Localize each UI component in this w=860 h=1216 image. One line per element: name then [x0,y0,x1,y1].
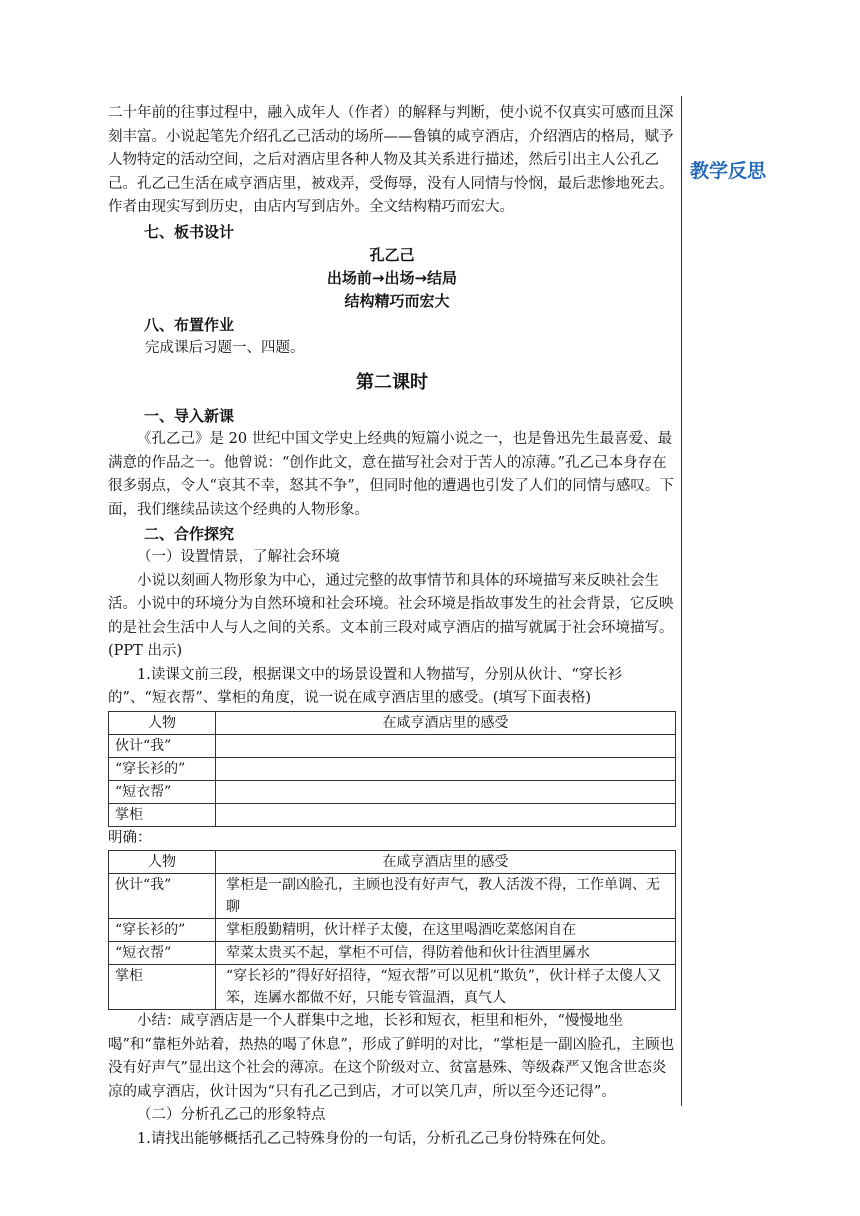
homework-text: 完成课后习题一、四题。 [145,339,305,356]
table-cell-role: 掌柜 [109,965,216,1010]
table-cell-feeling [216,757,676,780]
table-row [109,874,676,919]
table-row [109,803,676,826]
table-header-row [109,851,676,874]
table-cell-role: 伙计“我” [109,734,216,757]
board-line-title: 孔乙己 [369,245,415,264]
table-cell-feeling [216,803,676,826]
table-header-cell: 人物 [109,711,216,734]
table-row [109,757,676,780]
feelings-table-answers [108,850,676,1010]
table-cell-role: “短衣帮” [109,780,216,803]
board-line-structure: 出场前→出场→结局 [326,268,458,287]
table-row [109,919,676,942]
table-cell-feeling: 荤菜太贵买不起，掌柜不可信，得防着他和伙计往酒里羼水 [216,942,676,965]
table-cell-feeling [216,780,676,803]
lesson2-title: 第二课时 [356,372,428,393]
table-cell-role: “短衣帮” [109,942,216,965]
table-cell-feeling: 掌柜殷勤精明，伙计样子太傻，在这里喝酒吃菜悠闲自在 [216,919,676,942]
feelings-table-blank [108,711,676,827]
margin-divider-line [681,96,682,1106]
table-cell-feeling: “穿长衫的”得好好招待，“短衣帮”可以见机“欺负”，伙计样子太傻人又笨，连羼水都做不好，只能专管温酒，真气人 [216,965,676,1010]
table-row [109,942,676,965]
table-header-cell: 在咸亨酒店里的感受 [216,711,676,734]
table-row [109,734,676,757]
part2-subheading-1: （一）设置情景，了解社会环境 [137,549,340,565]
part2-sub1-text: 小说以刻画人物形象为中心，通过完整的故事情节和具体的环境描写来反映社会生活。小说中的环境分为自然环境和社会环境。社会环境是指故事发生的社会背景，它反映的是社会生活中人与人之间的关系。文本前三段对咸亨酒店的描写就属于社会环境描写。(PPT 出示) [108,572,674,659]
table-cell-role: “穿长衫的” [109,757,216,780]
section8-heading: 八、布置作业 [144,315,235,334]
intro-paragraph: 二十年前的往事过程中，融入成年人（作者）的解释与判断，使小说不仅真实可感而且深刻丰富。小说起笔先介绍孔乙己活动的场所——鲁镇的咸亨酒店，介绍酒店的格局，赋予人物特定的活动空间，之后对酒店里各种人物及其关系进行描述，然后引出主人公孔乙己。孔乙己生活在咸亨酒店里，被戏弄，受侮辱，没有人同情与怜悯，最后悲惨地死去。作者由现实写到历史，由店内写到店外。全文结构精巧而宏大。 [108,105,674,215]
lesson-plan-body [108,102,676,1151]
summary-paragraph: 小结：咸亨酒店是一个人群集中之地，长衫和短衣，柜里和柜外，“慢慢地坐喝”和“靠柜外站着，热热的喝了休息”，形成了鲜明的对比，“掌柜是一副凶脸孔，主顾也没有好声气”显出这个社会的薄凉。在这个阶级对立、贫富悬殊、等级森严又饱含世态炎凉的咸亨酒店，伙计因为“只有孔乙己到店，才可以笑几声，所以至今还记得”。 [108,1013,675,1100]
table-cell-role: 伙计“我” [109,874,216,919]
part1-text: 《孔乙己》是 20 世纪中国文学史上经典的短篇小说之一，也是鲁迅先生最喜爱、最满意的作品之一。他曾说：“创作此文，意在描写社会对于苦人的凉薄。”孔乙己本身存在很多弱点，令人“哀其不幸，怒其不争”，但同时他的遭遇也引发了人们的同情与感叹。下面，我们继续品读这个经典的人物形象。 [108,431,674,518]
question-1: 1.读课文前三段，根据课文中的场景设置和人物描写，分别从伙计、“穿长衫的”、“短衣帮”、掌柜的角度，说一说在咸亨酒店里的感受。(填写下面表格) [108,666,623,706]
question-2: 1.请找出能够概括孔乙己特殊身份的一句话，分析孔乙己身份特殊在何处。 [137,1130,615,1147]
table-header-cell: 在咸亨酒店里的感受 [216,851,676,874]
table-cell-feeling: 掌柜是一副凶脸孔，主顾也没有好声气，教人活泼不得，工作单调、无聊 [216,874,676,919]
table-cell-feeling [216,734,676,757]
clarify-label: 明确： [108,829,152,846]
reflection-column-title: 教学反思 [690,160,767,182]
table-row [109,780,676,803]
part2-heading: 二、合作探究 [144,525,235,543]
table-header-cell: 人物 [109,851,216,874]
table-cell-role: 掌柜 [109,803,216,826]
section7-heading: 七、板书设计 [144,222,235,241]
table-cell-role: “穿长衫的” [109,919,216,942]
part2-subheading-2: （二）分析孔乙己的形象特点 [137,1107,326,1123]
board-line-summary: 结构精巧而宏大 [344,291,450,310]
table-header-row [109,711,676,734]
part1-heading: 一、导入新课 [144,407,235,425]
table-row [109,965,676,1010]
